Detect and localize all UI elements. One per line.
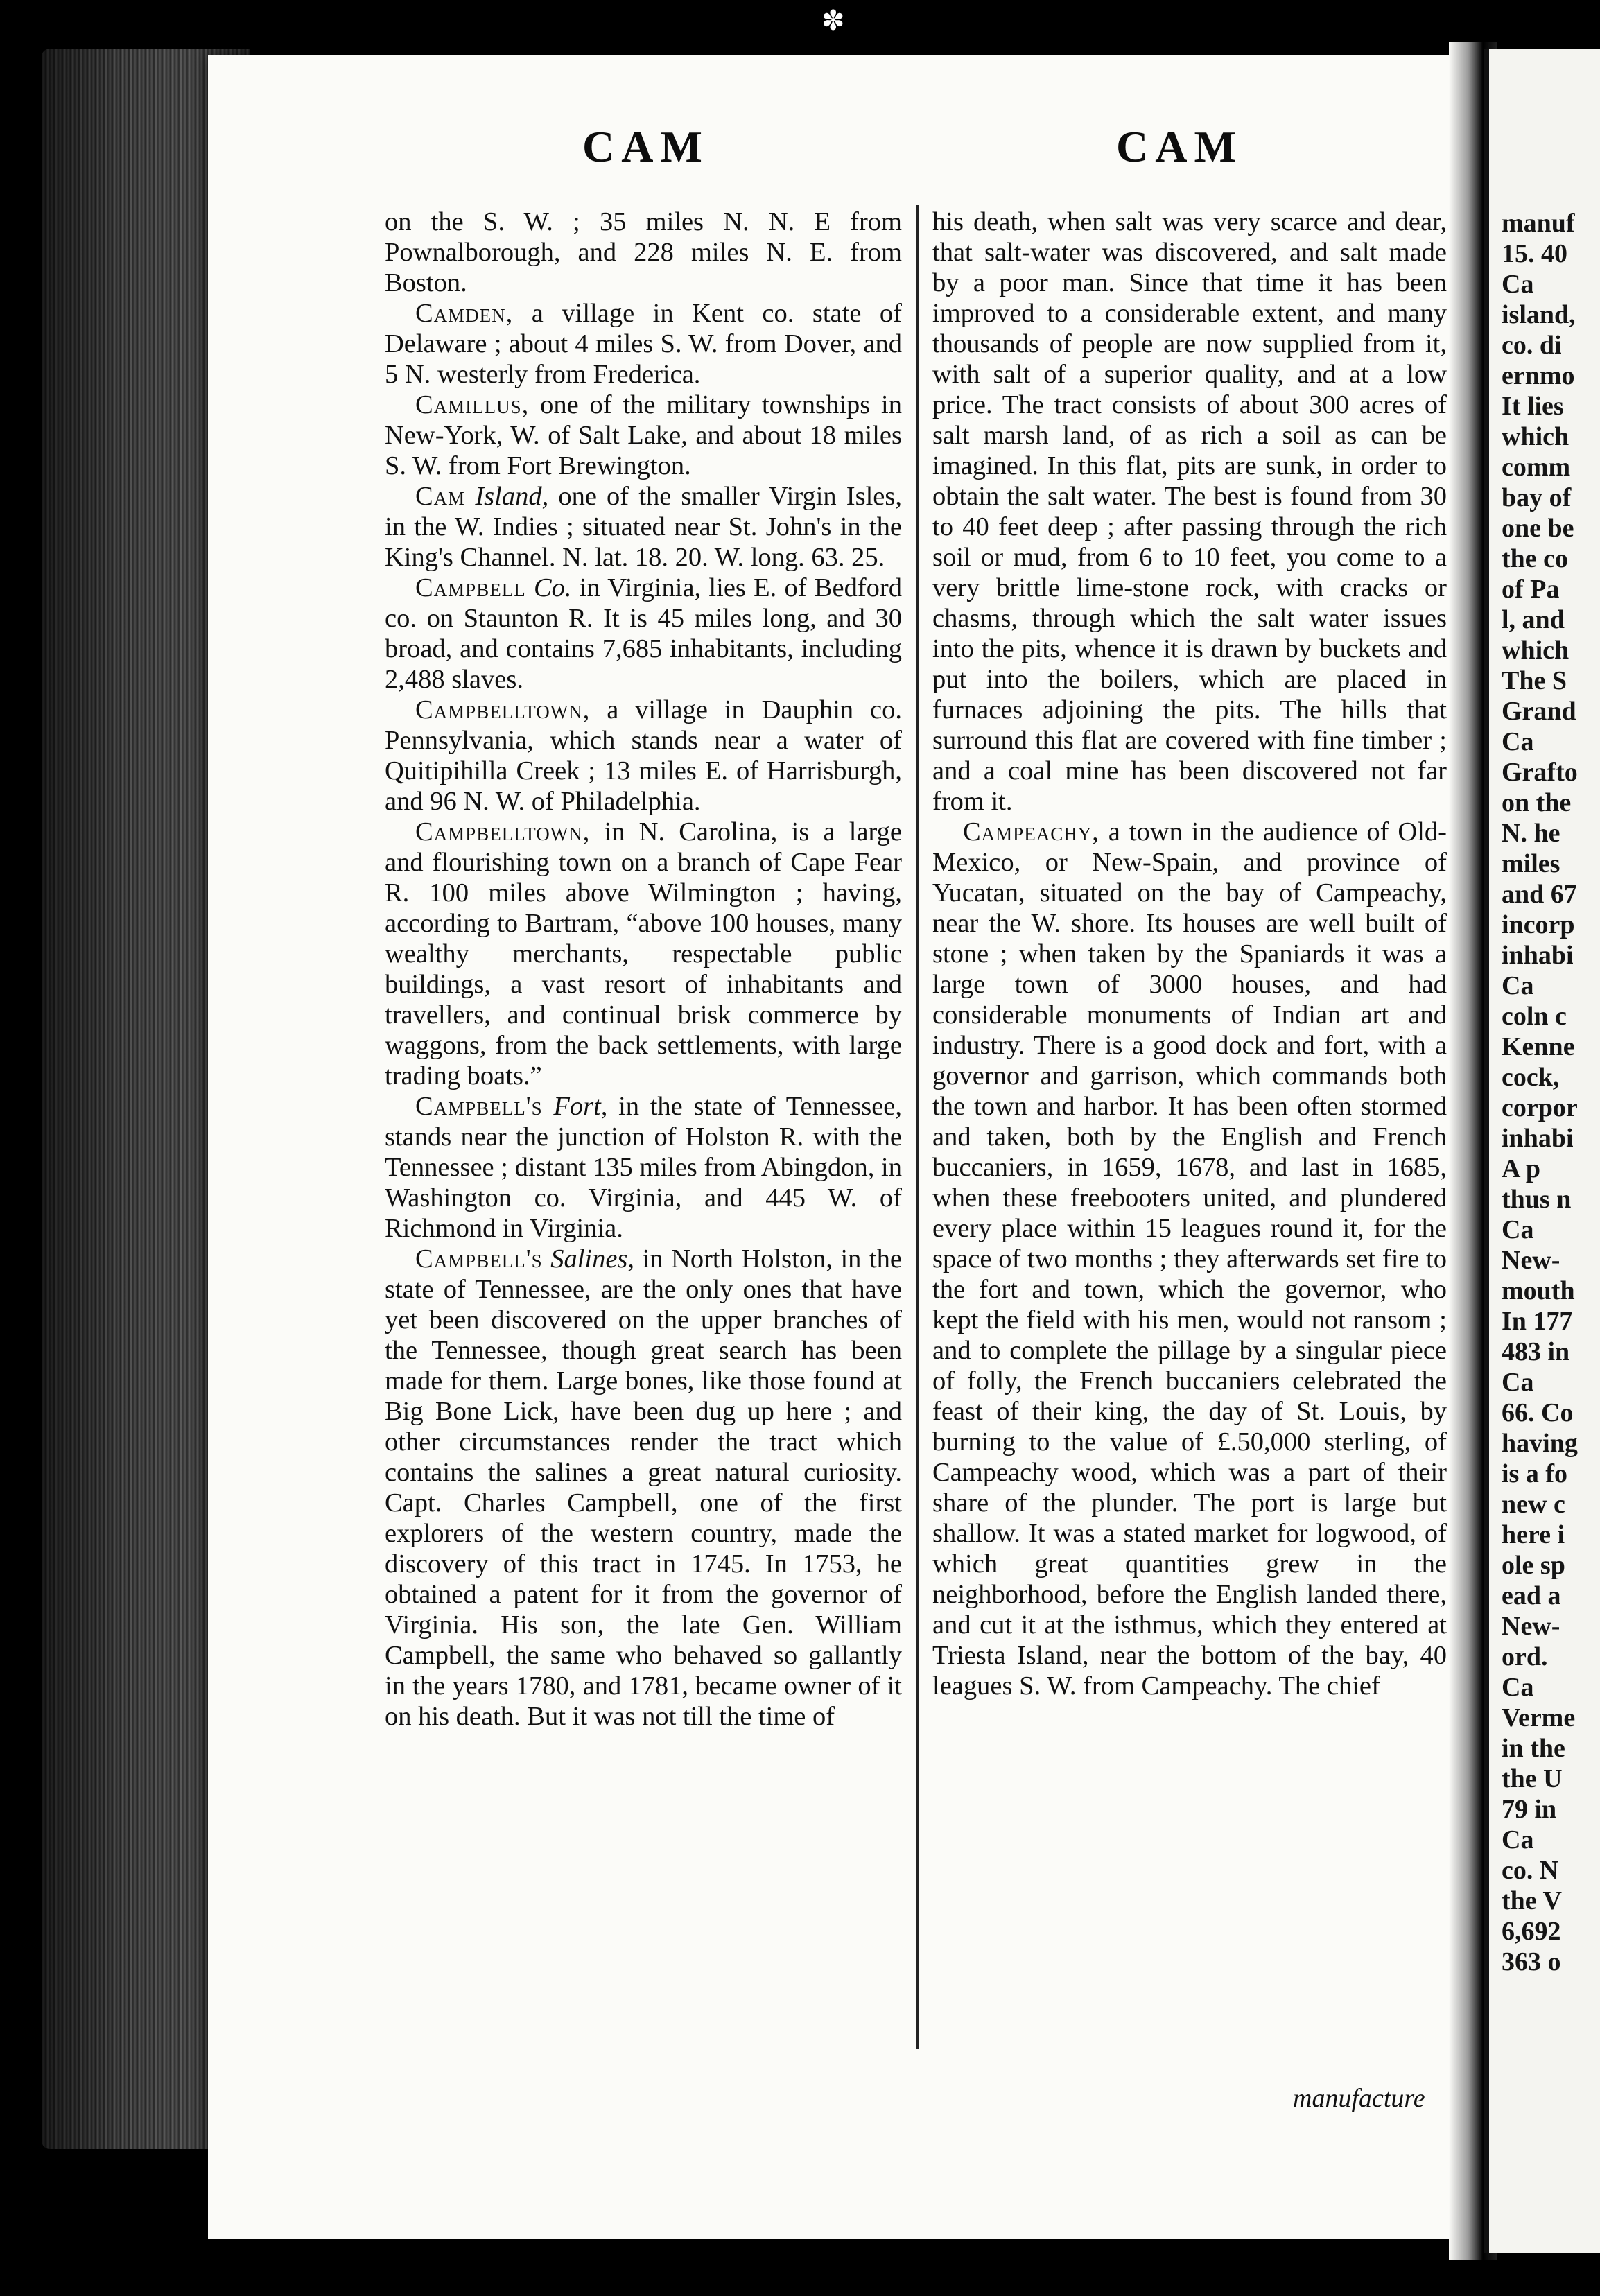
entry-headword: Campbelltown,: [415, 817, 591, 846]
gazetteer-entry: [932, 207, 1447, 817]
facing-page-fragment: Ca: [1502, 1825, 1534, 1854]
facing-page-fragment: Ca: [1502, 727, 1534, 756]
entry-headword: Campbell: [415, 573, 526, 602]
entry-headword: Campbelltown,: [415, 695, 591, 724]
facing-page-fragment: thus n: [1502, 1185, 1572, 1214]
entry-headword-suffix: Fort,: [542, 1092, 608, 1121]
entry-body: a town in the audience of Old-Mexico, or New-Spain, and province of Yucatan, situated on the bay of Campeachy, near the W. shore. Its houses are well built of stone ; when taken by the Spaniards it was a large town of 3000 houses, and had considerable monuments of Indian art and industry. There is a good dock and fort, with a governor and garrison, which commands both the town and harbor. It has been often stormed and taken, both by the English and French buccaniers, in 1659, 1678, and last in 1685, when these freebooters united, and plundered every place within 15 leagues round it, for the space of two months ; they afterwards set fire to the fort and town, which the governor, who kept the field with his men, would not ransom ; and to complete the pillage by a singular piece of folly, the French buccaniers celebrated the feast of their king, the day of St. Louis, by burning to the value of £.50,000 sterling, of Campeachy wood, which was a part of their share of the plunder. The port is large but shallow. It was a stated market for logwood, of which great quantities grew in the neighborhood, before the English landed there, and cut it at the isthmus, which they entered at Triesta Island, near the bottom of the bay, 40 leagues S. W. from Campeachy. The chief: [932, 817, 1447, 1701]
entry-headword: Cam: [415, 482, 466, 511]
entry-body: on the S. W. ; 35 miles N. N. E from Pownalborough, and 228 miles N. E. from Boston.: [385, 207, 902, 297]
facing-page-fragment: inhabi: [1502, 1124, 1574, 1153]
entry-headword: Camillus,: [415, 390, 530, 419]
facing-page-fragment: 79 in: [1502, 1795, 1557, 1824]
facing-page-fragment: Ca: [1502, 1673, 1534, 1702]
facing-page-fragment: island,: [1502, 300, 1576, 329]
facing-page-fragment: 15. 40: [1502, 239, 1567, 268]
facing-page-fragment: ernmo: [1502, 361, 1575, 390]
facing-page-fragment: new c: [1502, 1490, 1565, 1519]
facing-page-fragment: 66. Co: [1502, 1398, 1574, 1427]
entry-headword: Campbell's: [415, 1244, 543, 1273]
entry-body: his death, when salt was very scarce and dear, that salt-water was discovered, and salt made by a poor man. Since that time it has been improved to a considerable extent, and many thousands of people are now supplied from it, with salt of a superior quality, and at a low price. The tract consists of about 300 acres of salt marsh land, of as rich a soil as can be imagined. In this flat, pits are sunk, in order to obtain the salt water. The best is found from 30 to 40 feet deep ; after passing through the rich soil or mud, from 6 to 10 feet, you come to a very brittle lime-stone rock, with cracks or chasms, through which the salt water issues into the pits, whence it is drawn by buckets and put into the boilers, which are placed in furnaces adjoining the pits. The hills that surround this flat are covered with fine timber ; and a coal mine has been discovered not far from it.: [932, 207, 1447, 816]
facing-page-fragment: which: [1502, 636, 1569, 665]
entry-body: in Virginia, lies E. of Bedford co. on Staunton R. It is 45 miles long, and 30 broad, and contains 7,685 inhabitants, including 2,488 slaves.: [385, 573, 902, 694]
gazetteer-entry: [385, 390, 902, 481]
facing-page: [1484, 49, 1600, 2253]
gazetteer-entry: [932, 817, 1447, 1701]
facing-page-fragment: incorp: [1502, 910, 1575, 939]
left-text-column: [385, 207, 902, 2120]
entry-body: a village in Dauphin co. Pennsylvania, which stands near a water of Quitipihilla Creek ; 13 miles E. of Harrisburgh, and 96 N. W. of Philadelphia.: [385, 695, 902, 816]
facing-page-fragment: Ca: [1502, 1215, 1534, 1244]
facing-page-fragment: 363 o: [1502, 1947, 1561, 1976]
facing-page-fragment: N. he: [1502, 819, 1560, 848]
scan-speck: ✽: [821, 5, 845, 36]
gazetteer-entry: [385, 207, 902, 298]
facing-page-fragment: coln c: [1502, 1002, 1567, 1031]
facing-page-fragment: Ca: [1502, 1368, 1534, 1397]
facing-page-fragment: Ca: [1502, 971, 1534, 1000]
facing-page-fragment: on the: [1502, 788, 1572, 817]
facing-page-fragment: l, and: [1502, 605, 1565, 634]
facing-page-fragment: in the: [1502, 1734, 1565, 1763]
entry-headword-suffix: Co.: [525, 573, 572, 602]
entry-headword-suffix: Island,: [465, 482, 549, 511]
facing-page-fragment: Ca: [1502, 270, 1534, 299]
facing-page-fragment: inhabi: [1502, 941, 1574, 970]
gazetteer-entry: [385, 817, 902, 1091]
facing-page-fragment: cock,: [1502, 1063, 1560, 1092]
entry-headword: Campeachy,: [963, 817, 1099, 846]
entry-headword: Campbell's: [415, 1092, 543, 1121]
facing-page-fragment: is a fo: [1502, 1459, 1567, 1488]
facing-page-fragment: New-: [1502, 1612, 1560, 1641]
facing-page-fragment: one be: [1502, 514, 1574, 543]
running-header-right: CAM: [1116, 122, 1243, 171]
entry-body: one of the military townships in New-York, W. of Salt Lake, and about 18 miles S. W. from Fort Brewington.: [385, 390, 902, 480]
right-text-column: [932, 207, 1447, 2120]
gazetteer-entry: [385, 298, 902, 390]
entry-body: one of the smaller Virgin Isles, in the W. Indies ; situated near St. John's in the King's Channel. N. lat. 18. 20. W. long. 63. 25.: [385, 482, 902, 572]
gazetteer-entry: [385, 1091, 902, 1244]
facing-page-fragment: having: [1502, 1429, 1578, 1458]
facing-page-fragment: The S: [1502, 666, 1567, 695]
facing-page-fragment: New-: [1502, 1246, 1560, 1275]
catchword: manufacture: [1293, 2084, 1425, 2113]
facing-page-fragment: here i: [1502, 1520, 1565, 1549]
entry-headword-suffix: Salines,: [542, 1244, 635, 1273]
facing-page-fragment: Grafto: [1502, 758, 1578, 787]
column-rule: [916, 205, 919, 2049]
facing-page-fragment: ead a: [1502, 1581, 1561, 1610]
running-header-left: CAM: [582, 122, 709, 171]
facing-page-fragment: and 67: [1502, 880, 1577, 909]
facing-page-fragment: which: [1502, 422, 1569, 451]
facing-page-fragment: ord.: [1502, 1642, 1548, 1671]
facing-page-fragment: In 177: [1502, 1307, 1573, 1336]
facing-page-fragment: mouth: [1502, 1276, 1575, 1305]
gazetteer-entry: [385, 695, 902, 817]
facing-page-fragment: bay of: [1502, 483, 1572, 512]
gazetteer-entry: [385, 481, 902, 573]
facing-page-fragment: the V: [1502, 1886, 1562, 1915]
facing-page-fragment: co. di: [1502, 331, 1562, 360]
gazetteer-entry: [385, 1244, 902, 1732]
facing-page-fragment: co. N: [1502, 1856, 1559, 1885]
facing-page-fragment: Kenne: [1502, 1032, 1575, 1061]
entry-body: a village in Kent co. state of Delaware ; about 4 miles S. W. from Dover, and 5 N. westerly from Frederica.: [385, 299, 902, 389]
facing-page-fragment: 6,692: [1502, 1917, 1561, 1946]
entry-body: in the state of Tennessee, stands near the junction of Holston R. with the Tennessee ; distant 135 miles from Abingdon, in Washington co. Virginia, and 445 W. of Richmond in Virginia.: [385, 1092, 902, 1243]
facing-page-fragment: 483 in: [1502, 1337, 1570, 1366]
gazetteer-entry: [385, 573, 902, 695]
facing-page-fragment: Verme: [1502, 1703, 1576, 1732]
facing-page-fragment: A p: [1502, 1154, 1540, 1183]
facing-page-fragment: the U: [1502, 1764, 1563, 1793]
facing-page-fragment: manuf: [1502, 209, 1575, 238]
facing-page-fragment: Grand: [1502, 697, 1576, 726]
facing-page-fragment: miles: [1502, 849, 1560, 878]
facing-page-fragment: the co: [1502, 544, 1569, 573]
facing-page-fragment: It lies: [1502, 392, 1564, 421]
facing-page-fragment: ole sp: [1502, 1551, 1565, 1580]
entry-body: in N. Carolina, is a large and flourishing town on a branch of Cape Fear R. 100 miles above Wilmington ; having, according to Bartram, “above 100 houses, many wealthy merchants, respectable public buildings, a vast resort of inhabitants and travellers, and continual brisk commerce by waggons, from the back settlements, with large trading boats.”: [385, 817, 902, 1090]
entry-headword: Camden,: [415, 299, 514, 328]
facing-page-fragment: comm: [1502, 453, 1571, 482]
facing-page-fragment: of Pa: [1502, 575, 1560, 604]
facing-page-fragment: corpor: [1502, 1093, 1578, 1122]
entry-body: in North Holston, in the state of Tennessee, are the only ones that have yet been discovered on the upper branches of the Tennessee, though great search has been made for them. Large bones, like those found at Big Bone Lick, have been dug up here ; and other circumstances render the tract which contains the salines a great natural curiosity. Capt. Charles Campbell, one of the first explorers of the western country, made the discovery of this tract in 1745. In 1753, he obtained a patent for it from the governor of Virginia. His son, the late Gen. William Campbell, the same who behaved so gallantly in the years 1780, and 1781, became owner of it on his death. But it was not till the time of: [385, 1244, 902, 1731]
